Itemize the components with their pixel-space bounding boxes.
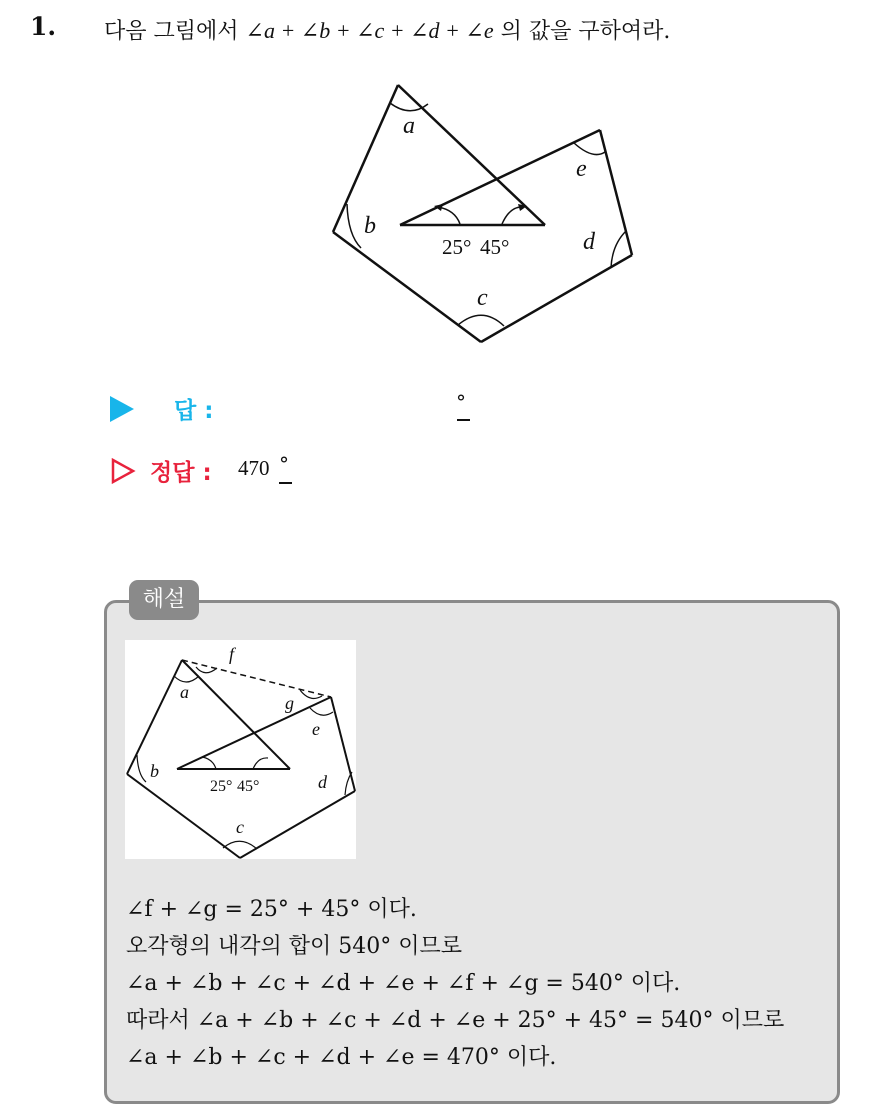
angle-label-c: c — [477, 285, 488, 311]
figure-edge — [400, 130, 600, 225]
angle-label-a: a — [403, 113, 415, 139]
solution-label-45: 45° — [237, 778, 260, 795]
solution-line-3: ∠a + ∠b + ∠c + ∠d + ∠e + ∠f + ∠g = 540° 이다. — [126, 971, 681, 996]
solution-line-4: 따라서 ∠a + ∠b + ∠c + ∠d + ∠e + 25° + 45° = 540° 이므로 — [126, 1008, 785, 1033]
solution-figure — [125, 640, 356, 859]
angle-label-d: d — [583, 229, 595, 255]
figure-edge — [333, 85, 398, 232]
play-icon — [110, 396, 134, 422]
solution-tab: 해설 — [129, 580, 199, 620]
solution-line-2: 오각형의 내각의 합이 540° 이므로 — [126, 934, 462, 959]
figure-edge — [398, 85, 545, 225]
solution-label-g: g — [285, 693, 294, 713]
correct-answer-row — [110, 454, 610, 490]
correct-answer-value: 470 — [238, 456, 270, 480]
angle-label-45: 45° — [480, 235, 510, 259]
solution-label-e: e — [312, 719, 320, 739]
solution-line-1: ∠f + ∠g = 25° + 45° 이다. — [126, 897, 417, 922]
figure-edge — [600, 130, 632, 255]
angle-arc-e — [574, 143, 605, 155]
solution-label-a: a — [180, 682, 189, 702]
correct-answer-underline — [279, 482, 292, 484]
question-text — [104, 14, 670, 45]
solution-label-25: 25° — [210, 778, 233, 795]
correct-answer-unit: ° — [279, 452, 289, 476]
answer-label: 답 : — [174, 398, 214, 424]
solution-label-d: d — [318, 772, 327, 792]
problem-figure — [325, 80, 640, 350]
solution-label-b: b — [150, 761, 159, 781]
question-suffix: 의 값을 구하여라. — [500, 19, 671, 44]
question-prefix: 다음 그림에서 — [104, 19, 239, 44]
angle-arc-b — [347, 204, 361, 248]
angle-arc-c — [458, 315, 504, 326]
question-number: 1. — [30, 12, 57, 41]
solution-label-c: c — [236, 817, 244, 837]
answer-unit: ° — [456, 390, 466, 414]
answer-blank — [457, 419, 470, 421]
outline-play-icon — [110, 458, 136, 484]
question-expression: ∠a + ∠b + ∠c + ∠d + ∠e — [245, 18, 494, 43]
solution-label-f: f — [229, 644, 235, 664]
solution-line-5: ∠a + ∠b + ∠c + ∠d + ∠e = 470° 이다. — [126, 1045, 557, 1070]
figure-edge — [481, 255, 632, 342]
answer-row — [110, 392, 610, 428]
angle-label-b: b — [364, 213, 376, 239]
correct-answer-label: 정답 : — [150, 460, 212, 486]
angle-label-25: 25° — [442, 235, 472, 259]
angle-label-e: e — [576, 156, 587, 182]
